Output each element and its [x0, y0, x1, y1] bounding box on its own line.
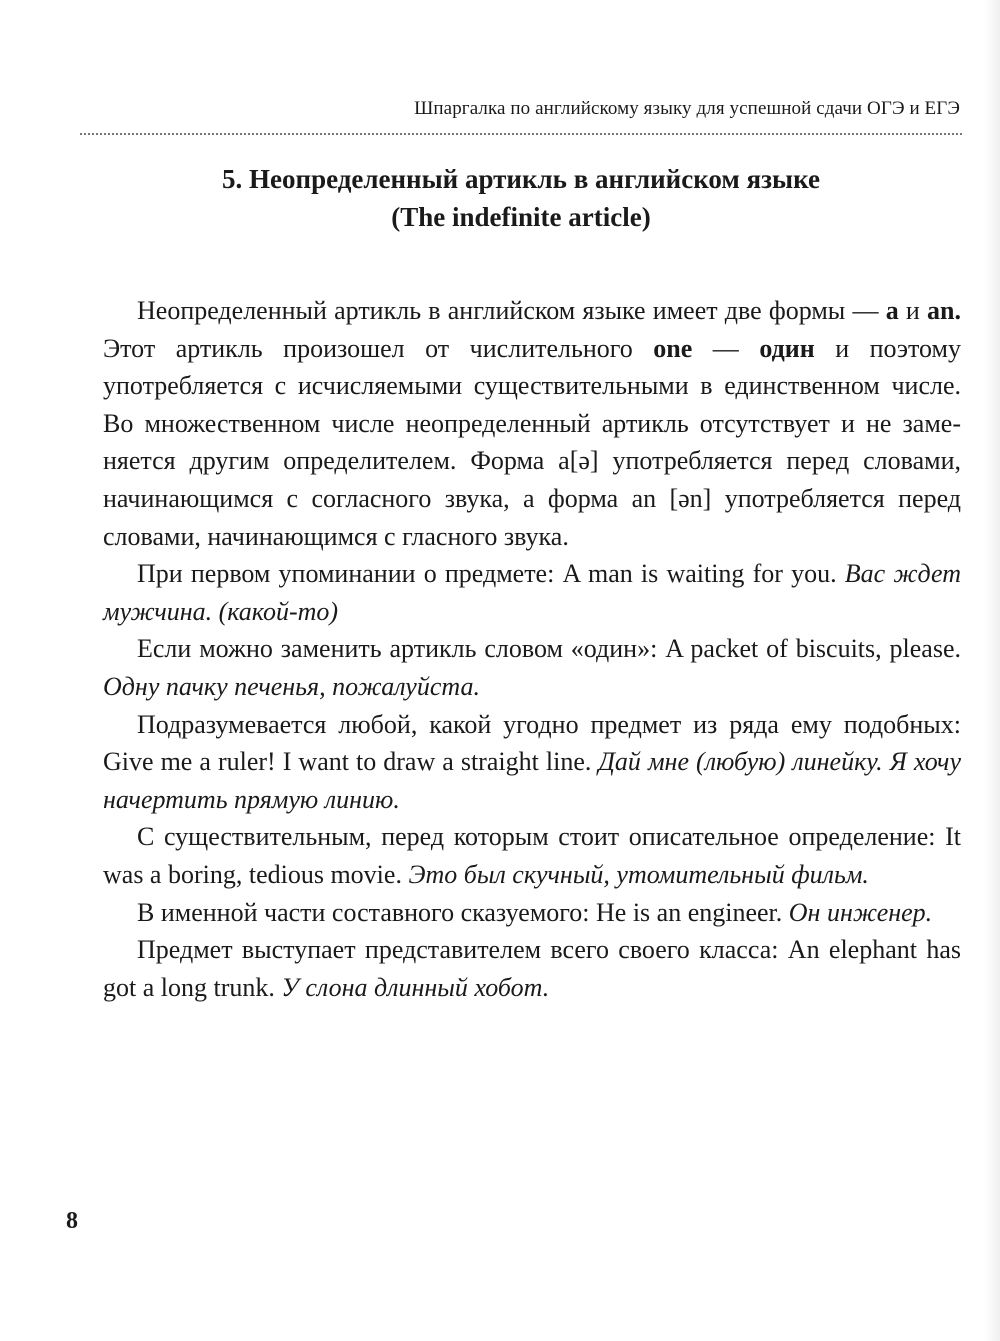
- translation: Одну пачку печенья, пожалуйста.: [103, 671, 480, 701]
- section-title: [80, 160, 962, 236]
- translation: Он инженер.: [788, 897, 933, 927]
- article-a: a: [885, 296, 899, 325]
- paragraph-replace-one: Если можно заменить артикль словом «один»: A packet of biscuits, please. Одну пачку печенья, пожалуйста.: [103, 634, 961, 701]
- translation: Дай мне (любую) линейку. Я хочу начертить прямую линию.: [103, 747, 961, 814]
- section-title-line-1: 5. Неопределенный артикль в английском языке: [222, 164, 820, 194]
- article-an: an.: [927, 296, 961, 325]
- section-title-line-2: (The indefinite article): [391, 202, 651, 232]
- word-odin: один: [759, 333, 815, 363]
- paragraph-predicate: В именной части составного сказуемого: He is an engineer. Он инженер.: [137, 897, 933, 927]
- translation: Это был скучный, утомительный фильм.: [408, 859, 869, 889]
- header-divider: [80, 133, 962, 135]
- translation: Вас ждет мужчина. (какой-то): [103, 559, 961, 626]
- word-one: one: [653, 333, 693, 363]
- paragraph-first-mention: При первом упоминании о предмете: A man is waiting for you. Вас ждет мужчина. (какой-то): [103, 559, 961, 626]
- page-edge-shadow: [984, 0, 1000, 1341]
- translation: У слона длинный хобот.: [281, 972, 550, 1002]
- body-text: [103, 292, 961, 1006]
- paragraph-descriptive: С существительным, перед которым стоит описательное определение: It was a boring, tedious movie. Это был скучный, утомительный фильм.: [103, 822, 961, 889]
- paragraph-any-object: Подразумевается любой, какой угодно предмет из ряда ему подобных: Give me a ruler! I want to draw a straight line. Дай мне (любую) линейку. Я хочу начертить прямую линию.: [103, 709, 961, 814]
- paragraph-intro: Неопределенный артикль в английском языке имеет две формы — a и an. Этот артикль произошел от числительного one — один и поэтому употребляется с исчисляемыми существительными в единственном числе. Во множественном числе неопределенный артикль отсутствует и не заменяется другим определителем. Форма a[ə] употребляется перед словами, начинающимся с согласного звука, а форма an [ən] употребляется перед словами, начинающимся с гласного звука.: [103, 296, 961, 551]
- page-number: 8: [66, 1208, 78, 1234]
- running-header: Шпаргалка по английскому языку для успешной сдачи ОГЭ и ЕГЭ: [414, 98, 960, 119]
- paragraph-class-representative: Предмет выступает представителем всего своего класса: An elephant has got a long trunk. У слона длинный хобот.: [103, 935, 961, 1002]
